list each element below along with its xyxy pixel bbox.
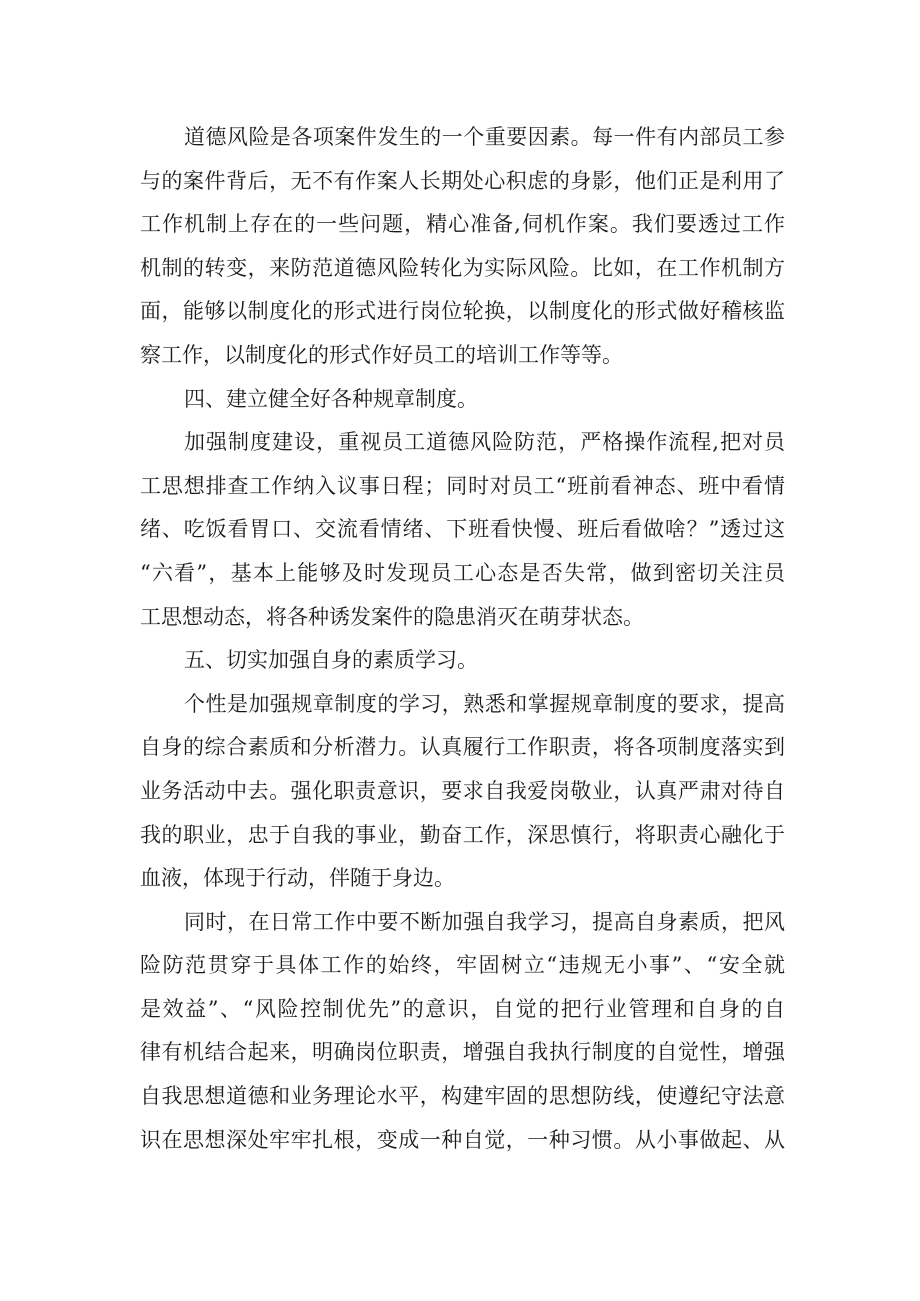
text-line: 我的职业，忠于自我的事业，勤奋工作，深思慎行，将职责心融化于 [140, 822, 785, 847]
text-line: 道德风险是各项案件发生的一个重要因素。每一件有内部员工参 [184, 125, 785, 149]
text-line: 识在思想深处牢牢扎根，变成一种自觉，一种习惯。从小事做起、从 [140, 1127, 785, 1152]
section-heading: 四、建立健全好各种规章制度。 [184, 386, 478, 411]
text-line: “六看”，基本上能够及时发现员工心态是否失常，做到密切关注员 [140, 560, 785, 585]
section-heading: 五、切实加强自身的素质学习。 [184, 648, 478, 673]
text-line: 与的案件背后，无不有作案人长期处心积虑的身影，他们正是利用了 [140, 168, 785, 193]
text-line: 绪、吃饭看胃口、交流看情绪、下班看快慢、班后看做啥？”透过这 [140, 517, 785, 542]
text-line: 察工作，以制度化的形式作好员工的培训工作等等。 [140, 342, 623, 367]
text-line: 律有机结合起来，明确岗位职责，增强自我执行制度的自觉性，增强 [140, 1040, 785, 1065]
text-line: 业务活动中去。强化职责意识，要求自我爱岗敬业，认真严肃对待自 [140, 778, 785, 803]
text-line: 险防范贯穿于具体工作的始终，牢固树立“违规无小事”、“安全就 [140, 953, 785, 978]
text-line: 工作机制上存在的一些问题，精心准备,伺机作案。我们要透过工作 [140, 212, 785, 237]
text-line: 机制的转变，来防范道德风险转化为实际风险。比如，在工作机制方 [140, 255, 785, 280]
text-line: 同时，在日常工作中要不断加强自我学习，提高自身素质，把风 [184, 909, 785, 934]
text-line: 工思想动态，将各种诱发案件的隐患消灭在萌芽状态。 [140, 604, 644, 629]
text-line: 加强制度建设，重视员工道德风险防范，严格操作流程,把对员 [184, 430, 785, 455]
text-line: 自身的综合素质和分析潜力。认真履行工作职责，将各项制度落实到 [140, 735, 785, 760]
document-body [140, 116, 785, 1162]
text-line: 自我思想道德和业务理论水平，构建牢固的思想防线，使遵纪守法意 [140, 1084, 785, 1109]
text-line: 面，能够以制度化的形式进行岗位轮换，以制度化的形式做好稽核监 [140, 299, 785, 324]
text-line: 血液，体现于行动，伴随于身边。 [140, 866, 455, 891]
text-line: 工思想排查工作纳入议事日程；同时对员工“班前看神态、班中看情 [140, 473, 785, 498]
text-line: 个性是加强规章制度的学习，熟悉和掌握规章制度的要求，提高 [184, 691, 785, 716]
text-line: 是效益”、“风险控制优先”的意识，自觉的把行业管理和自身的自 [140, 996, 785, 1021]
